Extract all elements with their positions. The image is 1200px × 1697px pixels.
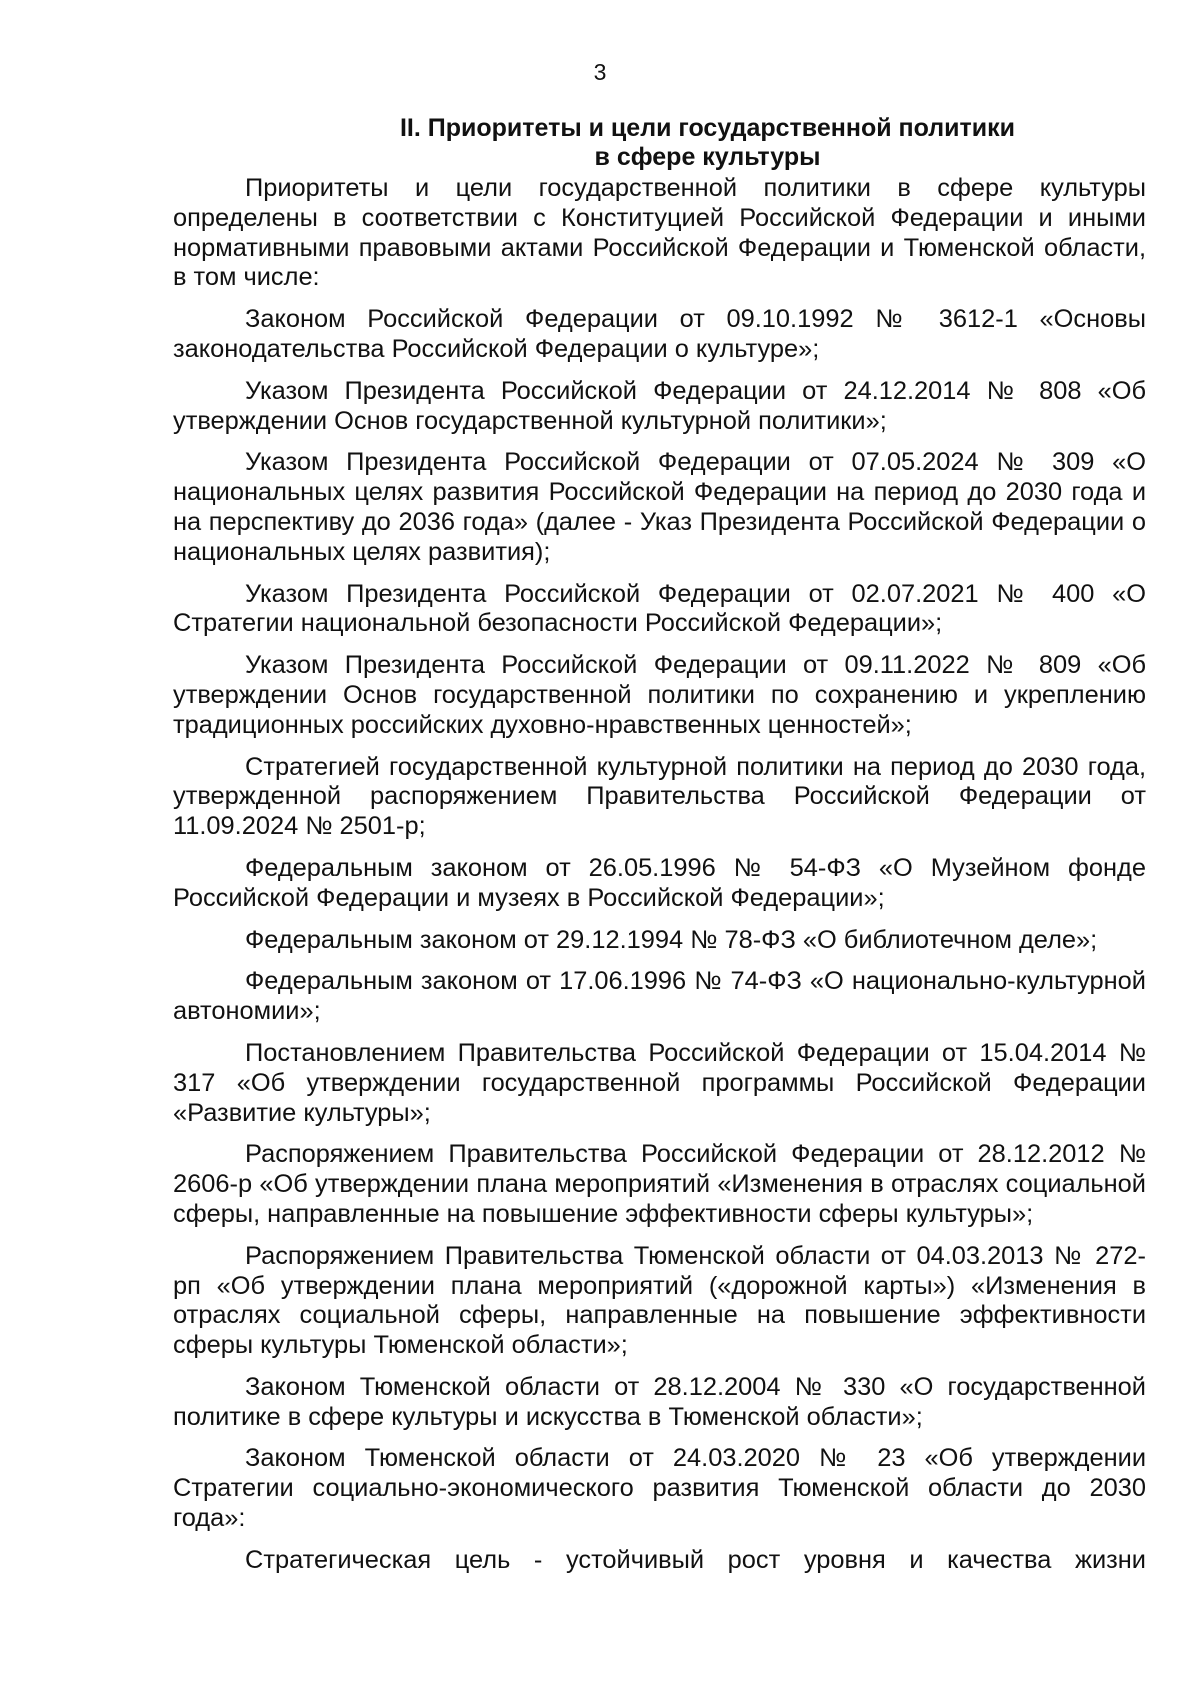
legal-act-paragraph: Указом Президента Российской Федерации от 07.05.2024 № 309 «О национальных целях развития Российской Федерации на период до 2030 года и на перспективу до 2036 года» (далее - Указ Президента Российской Федерации о национальных целях развития); <box>173 448 1146 566</box>
legal-act-paragraph: Законом Тюменской области от 24.03.2020 № 23 «Об утверждении Стратегии социально-экономического развития Тюменской области до 2030 года»: <box>173 1444 1146 1533</box>
legal-act-paragraph: Распоряжением Правительства Российской Федерации от 28.12.2012 № 2606-р «Об утверждении плана мероприятий «Изменения в отраслях социальной сферы, направленные на повышение эффективности сферы культуры»; <box>173 1140 1146 1228</box>
section-heading-line-2: в сфере культуры <box>594 143 821 171</box>
legal-act-paragraph: Федеральным законом от 29.12.1994 № 78-ФЗ «О библиотечном деле»; <box>245 925 1098 954</box>
legal-act-paragraph: Указом Президента Российской Федерации от 24.12.2014 № 808 «Об утверждении Основ государственной культурной политики»; <box>173 376 1146 435</box>
document-body <box>173 174 1146 1576</box>
section-heading-line-1: II. Приоритеты и цели государственной политики <box>399 114 1016 142</box>
legal-act-paragraph: Федеральным законом от 26.05.1996 № 54-ФЗ «О Музейном фонде Российской Федерации и музеях в Российской Федерации»; <box>173 853 1146 912</box>
legal-act-paragraph: Законом Российской Федерации от 09.10.1992 № 3612-1 «Основы законодательства Российской Федерации о культуре»; <box>173 305 1146 363</box>
legal-act-paragraph: Стратегией государственной культурной политики на период до 2030 года, утвержденной распоряжением Правительства Российской Федерации от 11.09.2024 № 2501-р; <box>173 752 1146 841</box>
section-heading <box>350 114 1065 172</box>
legal-act-paragraph: Федеральным законом от 17.06.1996 № 74-ФЗ «О национально-культурной автономии»; <box>173 967 1146 1026</box>
legal-act-paragraph: Постановлением Правительства Российской Федерации от 15.04.2014 № 317 «Об утверждении государственной программы Российской Федерации «Развитие культуры»; <box>173 1038 1146 1127</box>
legal-act-paragraph: Распоряжением Правительства Тюменской области от 04.03.2013 № 272-рп «Об утверждении плана мероприятий («дорожной карты») «Изменения в отраслях социальной сферы, направленные на повышение эффективности сферы культуры Тюменской области»; <box>173 1241 1146 1360</box>
legal-act-paragraph: Законом Тюменской области от 28.12.2004 № 330 «О государственной политике в сфере культуры и искусства в Тюменской области»; <box>173 1372 1146 1431</box>
legal-act-paragraph: Указом Президента Российской Федерации от 02.07.2021 № 400 «О Стратегии национальной безопасности Российской Федерации»; <box>173 579 1146 638</box>
legal-act-paragraph: Указом Президента Российской Федерации от 09.11.2022 № 809 «Об утверждении Основ государственной политики по сохранению и укреплению традиционных российских духовно-нравственных ценностей»; <box>173 651 1146 739</box>
strategic-goal-paragraph: Стратегическая цель - устойчивый рост уровня и качества жизни <box>245 1545 1146 1574</box>
intro-paragraph: Приоритеты и цели государственной политики в сфере культуры определены в соответствии с Конституцией Российской Федерации и иными нормативными правовыми актами Российской Федерации и Тюменской области, в том числе: <box>173 174 1146 292</box>
page-number: 3 <box>593 59 607 85</box>
